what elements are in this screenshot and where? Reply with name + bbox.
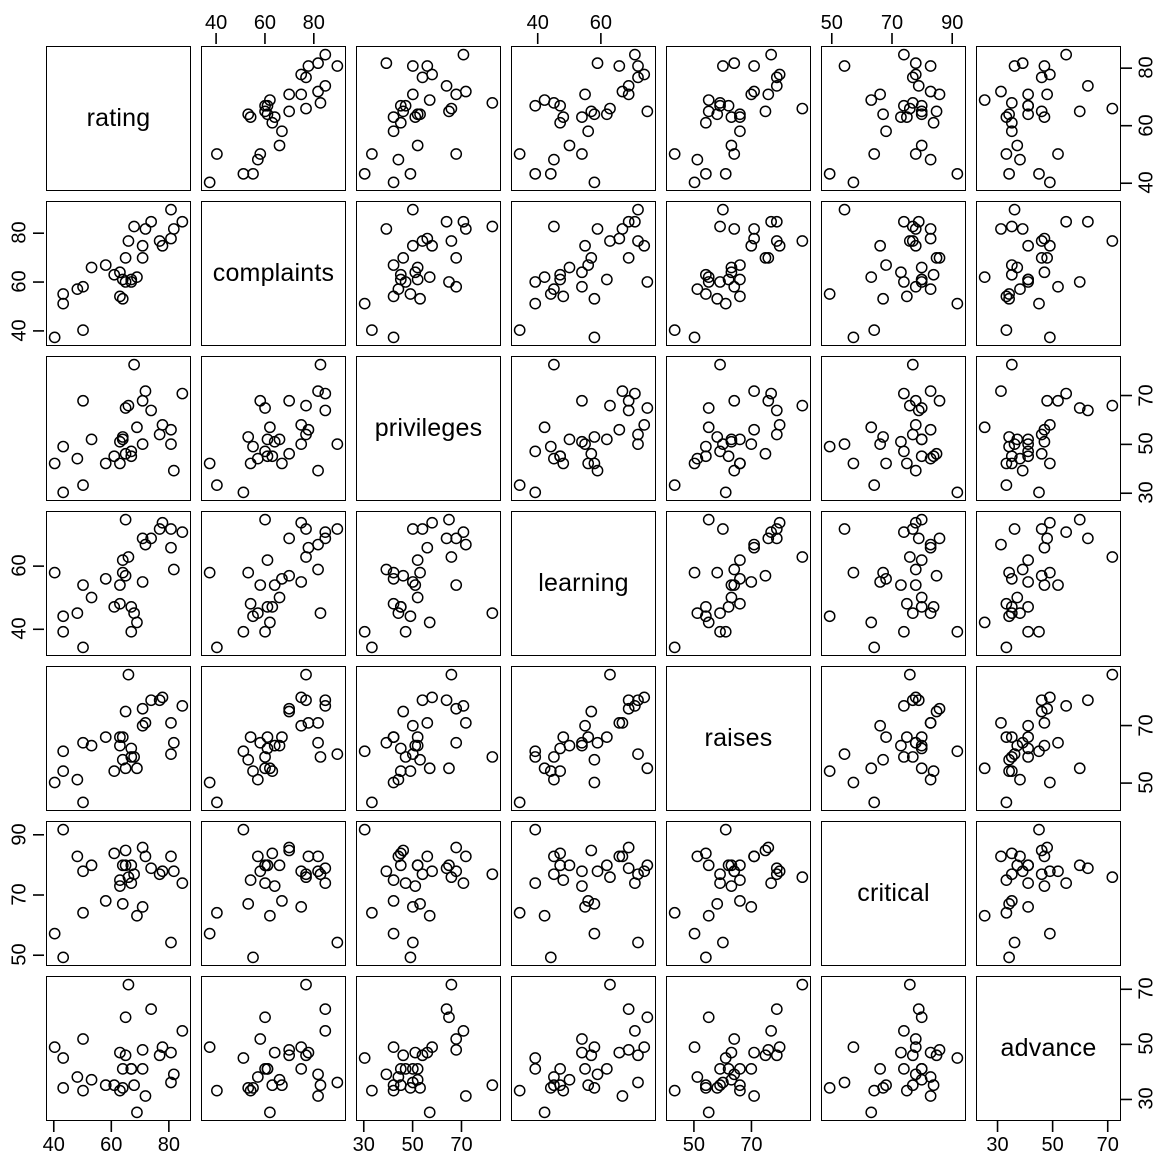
scatter-panel-complaints-vs-advance (201, 976, 346, 1121)
scatter-panel-learning-vs-complaints (511, 201, 656, 346)
tick-label: 40 (8, 319, 31, 342)
tick-label: 80 (157, 1134, 180, 1156)
tick-label: 30 (1135, 481, 1158, 504)
scatter-panel-advance-vs-complaints (976, 201, 1121, 346)
scatter-panel-critical-vs-privileges (821, 356, 966, 501)
scatter-panel-learning-vs-critical (511, 821, 656, 966)
tick-label: 70 (1135, 977, 1158, 1000)
variable-label: privileges (374, 414, 483, 442)
scatter-panel-learning-vs-raises (511, 666, 656, 811)
axis-right-advance (1120, 976, 1158, 1121)
variable-label: advance (1000, 1034, 1097, 1062)
tick-label: 70 (880, 12, 904, 34)
scatter-panel-complaints-vs-privileges (201, 356, 346, 501)
axis-top-learning (511, 12, 656, 67)
scatter-panel-critical-vs-rating (821, 46, 966, 191)
scatter-panel-privileges-vs-complaints (356, 201, 501, 346)
scatter-panel-privileges-vs-rating (356, 46, 501, 191)
diagonal-panel-complaints (201, 201, 346, 346)
scatter-panel-raises-vs-complaints (666, 201, 811, 346)
tick-label: 40 (42, 1134, 65, 1156)
tick-label: 60 (1135, 114, 1158, 137)
variable-label: complaints (212, 259, 335, 287)
scatter-panel-learning-vs-rating (511, 46, 656, 191)
scatter-panel-raises-vs-critical (666, 821, 811, 966)
tick-label: 50 (1041, 1134, 1064, 1156)
scatter-panel-critical-vs-advance (821, 976, 966, 1121)
scatter-panel-advance-vs-raises (976, 666, 1121, 811)
scatter-panel-advance-vs-privileges (976, 356, 1121, 501)
scatter-panel-critical-vs-raises (821, 666, 966, 811)
tick-label: 80 (1135, 56, 1158, 79)
scatter-panel-raises-vs-learning (666, 511, 811, 656)
diagonal-panel-rating (46, 46, 191, 191)
tick-label: 90 (8, 823, 31, 846)
tick-label: 80 (302, 12, 325, 34)
axis-right-rating (1120, 46, 1158, 194)
scatter-panel-complaints-vs-raises (201, 666, 346, 811)
scatter-panel-rating-vs-critical (46, 821, 191, 966)
tick-label: 70 (450, 1134, 473, 1156)
tick-label: 60 (8, 270, 31, 293)
diagonal-panel-critical (821, 821, 966, 966)
scatter-panel-raises-vs-advance (666, 976, 811, 1121)
tick-label: 30 (1135, 1087, 1158, 1111)
tick-label: 60 (8, 554, 31, 577)
scatter-panel-raises-vs-rating (666, 46, 811, 191)
tick-label: 30 (986, 1134, 1009, 1156)
axis-top-complaints (201, 12, 346, 67)
tick-label: 50 (1135, 771, 1158, 794)
tick-label: 70 (740, 1134, 763, 1156)
scatter-panel-rating-vs-advance (46, 976, 191, 1121)
scatter-panel-rating-vs-complaints (46, 201, 191, 346)
diagonal-panel-privileges (356, 356, 501, 501)
scatter-panel-learning-vs-privileges (511, 356, 656, 501)
tick-label: 90 (941, 12, 964, 34)
scatter-panel-learning-vs-advance (511, 976, 656, 1121)
tick-label: 50 (820, 12, 843, 34)
tick-label: 50 (1135, 1032, 1158, 1055)
tick-label: 50 (1135, 432, 1158, 455)
diagonal-panel-advance (976, 976, 1121, 1121)
scatter-panel-privileges-vs-advance (356, 976, 501, 1121)
scatter-panel-rating-vs-learning (46, 511, 191, 656)
axis-bottom-privileges (352, 1120, 501, 1156)
tick-label: 70 (8, 883, 31, 906)
diagonal-panel-learning (511, 511, 656, 656)
axis-top-critical (820, 12, 966, 67)
axis-right-raises (1120, 666, 1158, 811)
diagonal-panel-raises (666, 666, 811, 811)
variable-label: learning (538, 569, 629, 597)
scatter-panel-rating-vs-privileges (46, 356, 191, 501)
scatter-panel-rating-vs-raises (46, 666, 191, 811)
tick-label: 40 (526, 12, 549, 34)
scatter-panel-complaints-vs-learning (201, 511, 346, 656)
tick-label: 40 (1135, 171, 1158, 194)
tick-label: 60 (253, 12, 277, 34)
scatter-panel-complaints-vs-critical (201, 821, 346, 966)
tick-label: 50 (8, 943, 31, 966)
axis-left-learning (8, 511, 67, 656)
axis-left-critical (8, 821, 67, 966)
axis-bottom-raises (666, 1120, 811, 1154)
tick-label: 40 (8, 617, 31, 640)
tick-label: 60 (100, 1134, 123, 1156)
tick-label: 70 (1135, 713, 1158, 737)
axis-left-complaints (8, 201, 67, 346)
variable-label: rating (86, 104, 151, 132)
scatter-panel-critical-vs-complaints (821, 201, 966, 346)
tick-label: 60 (589, 12, 612, 34)
tick-label: 70 (1096, 1134, 1119, 1156)
scatter-panel-advance-vs-learning (976, 511, 1121, 656)
tick-label: 70 (1135, 383, 1158, 407)
scatter-panel-privileges-vs-learning (356, 511, 501, 656)
scatter-panel-complaints-vs-rating (201, 46, 346, 191)
variable-label: raises (704, 724, 773, 752)
tick-label: 80 (8, 221, 31, 244)
scatter-panel-advance-vs-rating (976, 46, 1121, 191)
tick-label: 40 (204, 12, 228, 34)
tick-label: 50 (401, 1134, 424, 1156)
scatter-panel-critical-vs-learning (821, 511, 966, 656)
tick-label: 30 (352, 1134, 375, 1156)
axis-bottom-rating (42, 1120, 191, 1156)
tick-label: 50 (682, 1134, 706, 1156)
scatter-panel-privileges-vs-raises (356, 666, 501, 811)
scatter-panel-advance-vs-critical (976, 821, 1121, 966)
variable-label: critical (857, 879, 930, 907)
scatter-panel-raises-vs-privileges (666, 356, 811, 501)
axis-right-privileges (1120, 356, 1158, 504)
axis-bottom-advance (976, 1120, 1121, 1154)
scatter-panel-privileges-vs-critical (356, 821, 501, 966)
